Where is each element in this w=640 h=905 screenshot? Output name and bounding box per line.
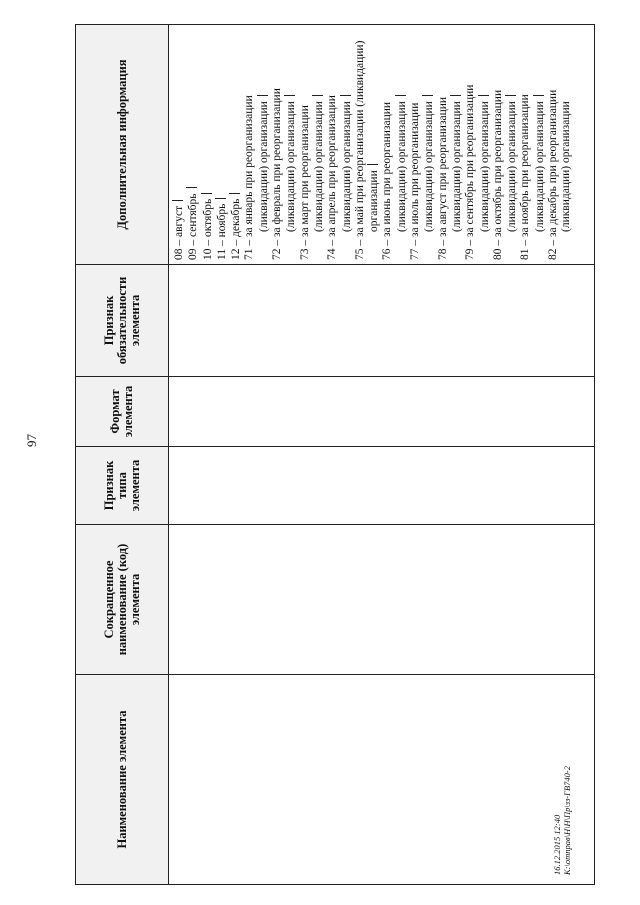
header-mandatory-flag: Признак обязательности элемента [76, 265, 169, 377]
info-line [354, 29, 367, 260]
info-line [229, 29, 243, 260]
info-line [271, 29, 284, 260]
info-line-text: 10 – октябрь [201, 198, 214, 260]
info-line-text: 78 – за август при реорганизации [436, 96, 449, 260]
element-spec-table [75, 24, 595, 885]
info-line [533, 29, 547, 260]
page-number: 97 [24, 434, 39, 448]
info-line-text: (ликвидации) организации [285, 101, 298, 232]
info-line-text: 79 – за сентябрь при реорганизации [464, 84, 477, 260]
info-line [312, 29, 326, 260]
info-line [464, 29, 477, 260]
info-line [395, 29, 409, 260]
info-line-text: (ликвидации) организации [560, 101, 573, 232]
cell-mandatory-flag [169, 265, 595, 377]
info-line [560, 29, 573, 260]
info-line-text: (ликвидации) организации [395, 101, 408, 232]
separator-bar [505, 95, 516, 96]
info-line [547, 29, 560, 260]
table-header-row [76, 25, 169, 885]
info-line [505, 29, 519, 260]
info-line-text: (ликвидации) организации [423, 101, 436, 232]
info-line-text: 08 – август [173, 205, 185, 260]
info-line-text: 74 – за апрель при реорганизации [326, 95, 339, 260]
table-row [169, 25, 595, 885]
info-line-text: 09 – сентябрь [187, 193, 200, 260]
info-line [172, 29, 186, 260]
info-line [284, 29, 298, 260]
separator-bar [172, 200, 183, 201]
info-line-text: (ликвидации) организации [533, 101, 546, 232]
separator-bar [257, 95, 268, 96]
footer-timestamp: 16.12.2015 12:40 [552, 814, 562, 875]
header-additional-info: Дополнительная информация [76, 25, 169, 265]
info-line-text: 73 – за март при реорганизации [298, 105, 311, 260]
cell-additional-info [169, 25, 595, 265]
info-line [450, 29, 464, 260]
info-line-text: 80 – за октябрь при реорганизации [491, 89, 504, 260]
info-line-text: 72 – за февраль при реорганизации [271, 88, 284, 260]
info-line-text: (ликвидации) организации [478, 101, 491, 232]
footer-file-path: К:\отправ\Н\Н\Пр\зз-ГВ740-2 [562, 766, 572, 875]
separator-bar [367, 164, 378, 165]
info-line [519, 29, 532, 260]
info-line [381, 29, 394, 260]
info-line-text: (ликвидации) организации [257, 101, 270, 232]
info-line-text: 77 – за июль при реорганизации [409, 102, 422, 260]
separator-bar [422, 95, 433, 96]
cell-element-name [169, 675, 595, 885]
separator-bar [395, 95, 406, 96]
separator-bar [215, 198, 226, 199]
separator-bar [186, 187, 197, 188]
info-line [215, 29, 229, 260]
info-line [409, 29, 422, 260]
info-line-text: организации [368, 170, 381, 232]
info-line [367, 29, 381, 260]
header-element-name: Наименование элемента [76, 675, 169, 885]
info-line-text: 11 – ноябрь [215, 203, 228, 260]
header-element-format: Формат элемента [76, 377, 169, 447]
info-line-text: 12 – декабрь [230, 198, 243, 260]
cell-short-name [169, 525, 595, 675]
separator-bar [201, 193, 212, 194]
info-line-text: 71 – за январь при реорганизации [243, 95, 256, 260]
info-line [243, 29, 256, 260]
header-short-name: Сокращенное наименование (код) элемента [76, 525, 169, 675]
separator-bar [284, 95, 295, 96]
separator-bar [450, 95, 461, 96]
info-line [492, 29, 505, 260]
info-line [257, 29, 271, 260]
info-line-text: (ликвидации) организации [450, 101, 463, 232]
cell-element-format [169, 377, 595, 447]
separator-bar [533, 95, 544, 96]
cell-element-type [169, 447, 595, 525]
info-line [326, 29, 339, 260]
header-element-type: Признак типа элемента [76, 447, 169, 525]
separator-bar [312, 95, 323, 96]
print-footer [552, 735, 582, 875]
separator-bar [340, 95, 351, 96]
info-line [437, 29, 450, 260]
info-line-text: 75 – за май при реорганизации (ликвидации) [353, 40, 366, 260]
info-line-text: (ликвидации) организации [506, 101, 519, 232]
info-line [422, 29, 436, 260]
info-line [201, 29, 215, 260]
info-line-text: (ликвидации) организации [312, 101, 325, 232]
document-table-rotated [75, 25, 595, 885]
separator-bar [478, 95, 489, 96]
info-line [340, 29, 354, 260]
info-line-text: 76 – за июнь при реорганизации [381, 101, 394, 260]
info-line-text: (ликвидации) организации [340, 101, 353, 232]
info-line [186, 29, 200, 260]
info-line [299, 29, 312, 260]
separator-bar [229, 193, 240, 194]
info-line-text: 82 – за декабрь при реорганизации [547, 89, 560, 260]
info-line-text: 81 – за ноябрь при реорганизации [519, 94, 532, 260]
info-line [478, 29, 492, 260]
